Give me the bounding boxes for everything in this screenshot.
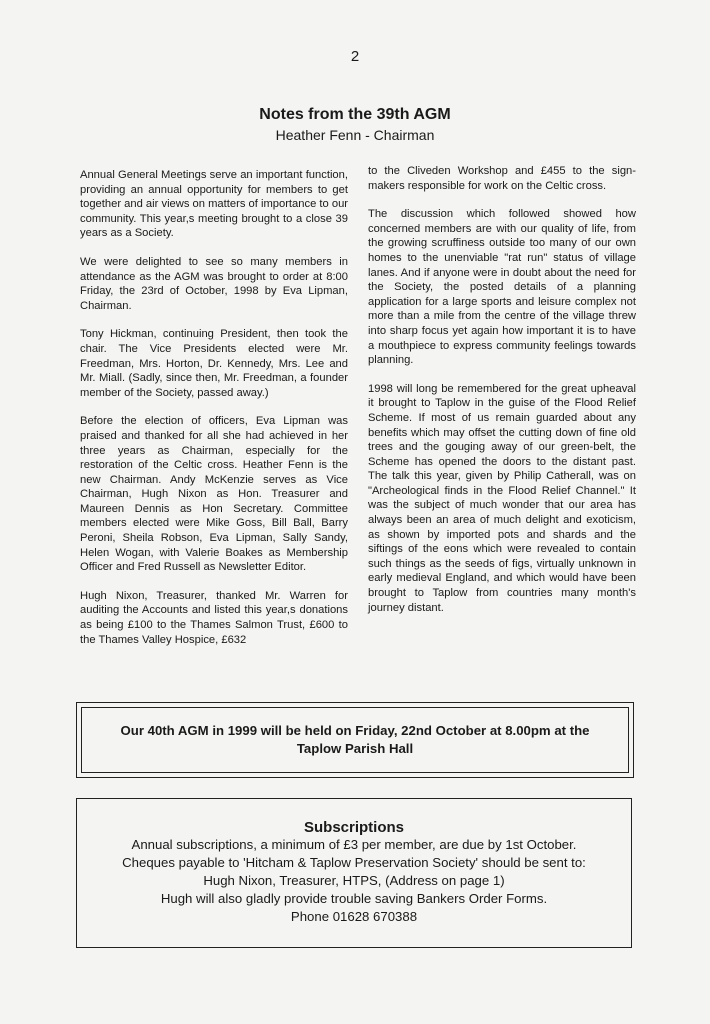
subscriptions-line: Cheques payable to 'Hitcham & Taplow Preservation Society' should be sent to: xyxy=(122,855,586,870)
paragraph: 1998 will long be remembered for the great upheaval it brought to Taplow in the guise of the Flood Relief Scheme. If most of us remain guarded about any benefits which may offset the cutting down of fine old trees and the gouging away of our green-belt, the Scheme has opened the doors to the distant past. The talk this year, given by Philip Catherall, was on "Archeological finds in the Flood Relief Channel." It was the subject of much wonder that our area has always been an area of much delight and exoticism, as shown by imported pots and shards and the siftings of the eons which were revealed to contain such things as the seeds of figs, virtually unknown in early medieval England, and which would have been brought to Taplow from countries many month's journey distant. xyxy=(368,382,636,614)
subscriptions-line: Hugh will also gladly provide trouble saving Bankers Order Forms. xyxy=(160,891,548,906)
article-title: Notes from the 39th AGM xyxy=(259,106,451,123)
left-column xyxy=(80,168,348,661)
right-column xyxy=(368,164,636,629)
subscriptions-box xyxy=(76,798,632,948)
paragraph: The discussion which followed showed how concerned members are with our quality of life, from the growing scruffiness outside too many of our own homes to the unenviable "rat run" status of village lanes. And if anyone were in doubt about the need for the Society, the posted details of a planning application for a large sports and leisure complex not more than a mile from the centre of the village threw into sharp focus yet again how important it is to have a mouthpiece to express community feelings towards planning. xyxy=(368,208,636,367)
subscriptions-title: Subscriptions xyxy=(303,819,404,836)
agm-notice-text: Our 40th AGM in 1999 will be held on Friday, 22nd October at 8.00pm at the Taplow Parish Hall xyxy=(81,707,629,773)
agm-notice-box xyxy=(76,702,634,778)
paragraph: Before the election of officers, Eva Lipman was praised and thanked for all she had achieved in her three years as Chairman, especially for the restoration of the Celtic cross. Heather Fenn is the new Chairman. Andy McKenzie serves as Vice Chairman, Hugh Nixon as Hon. Treasurer and Maureen Dennis as Hon Secretary. Committee members elected were Mike Goss, Bill Ball, Barry Peroni, Sheila Robson, Eva Lipman, Sally Sandy, Helen Wogan, with Valerie Boakes as Membership Officer and Fred Russell as Newsletter Editor. xyxy=(80,415,348,574)
article-author: Heather Fenn - Chairman xyxy=(275,127,435,143)
paragraph: to the Cliveden Workshop and £455 to the sign-makers responsible for work on the Celtic cross. xyxy=(368,165,636,192)
subscriptions-phone: Phone 01628 670388 xyxy=(290,909,418,924)
paragraph: Hugh Nixon, Treasurer, thanked Mr. Warren for auditing the Accounts and listed this year,s donations as being £100 to the Thames Salmon Trust, £600 to the Thames Valley Hospice, £632 xyxy=(80,589,348,646)
subscriptions-line: Annual subscriptions, a minimum of £3 per member, are due by 1st October. xyxy=(131,837,577,852)
paragraph: Annual General Meetings serve an important function, providing an annual opportunity for members to get together and air views on matters of importance to our community. This year,s meeting brought to a close 39 years as a Society. xyxy=(80,169,349,240)
paragraph: We were delighted to see so many members in attendance as the AGM was brought to order at 8:00 Friday, the 23rd of October, 1998 by Eva Lipman, Chairman. xyxy=(80,255,348,312)
page-number: 2 xyxy=(350,48,360,65)
paragraph: Tony Hickman, continuing President, then took the chair. The Vice Presidents elected were Mr. Freedman, Mrs. Horton, Dr. Kennedy, Mrs. Lee and Mr. Miall. (Sadly, since then, Mr. Freedman, a founder member of the Society, passed away.) xyxy=(80,328,348,399)
subscriptions-line: Hugh Nixon, Treasurer, HTPS, (Address on page 1) xyxy=(203,873,505,888)
